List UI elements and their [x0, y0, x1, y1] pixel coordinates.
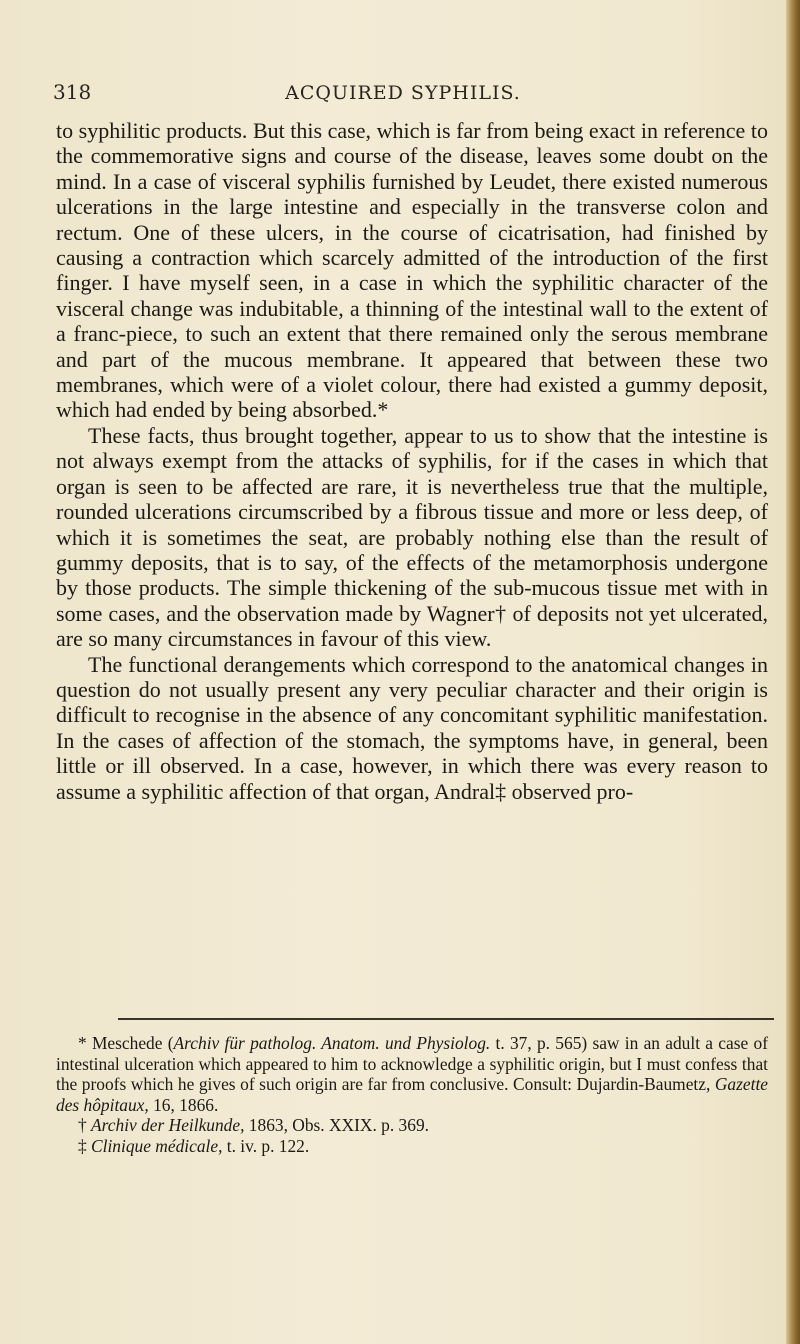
- footnote-1-text: t. 37, p. 565) saw in an adult a case of intestinal ulceration which appeared to him to acknowledge a syphilitic origin, but I must confess that the proofs which he gives of such origin are far from conclusive. Consult: Dujardin-Baumetz,: [56, 1033, 768, 1094]
- page-number: 318: [53, 80, 92, 104]
- footnote-3-title: Clinique médicale,: [91, 1135, 223, 1156]
- page-header: [53, 80, 753, 110]
- footnote-1: [56, 1033, 768, 1115]
- paragraph-1: to syphilitic products. But this case, which is far from being exact in reference to the commemorative signs and course of the disease, leaves some doubt on the mind. In a case of visceral syphilis furnished by Leudet, there existed numerous ulcerations in the large intestine and especially in the transverse colon and rectum. One of these ulcers, in the course of cicatrisation, had finished by causing a contraction which scarcely admitted of the introduction of the first finger. I have myself seen, in a case in which the syphilitic character of the visceral change was indubitable, a thinning of the intestinal wall to the extent of a franc-piece, to such an extent that there remained only the serous membrane and part of the mucous membrane. It appeared that between these two membranes, which were of a violet colour, there had existed a gummy deposit, which had ended by being absorbed.*: [56, 118, 768, 423]
- footnote-1-end: 16, 1866.: [148, 1094, 219, 1115]
- body-text: [56, 118, 768, 804]
- footnotes: [56, 1033, 768, 1156]
- footnote-2: [56, 1115, 768, 1136]
- footnote-2-mark: †: [78, 1115, 92, 1135]
- running-head: ACQUIRED SYPHILIS.: [285, 82, 521, 104]
- paragraph-2: These facts, thus brought together, appear to us to show that the intestine is not always exempt from the attacks of syphilis, for if the cases in which that organ is seen to be affected are rare, it is nevertheless true that the multiple, rounded ulcerations circumscribed by a fibrous tissue and more or less deep, of which it is sometimes the seat, are probably nothing else than the result of gummy deposits, that is to say, of the effects of the metamorphosis undergone by those products. The simple thickening of the sub-mucous tissue met with in some cases, and the observation made by Wagner† of deposits not yet ulcerated, are so many circumstances in favour of this view.: [56, 422, 768, 652]
- paragraph-3: The functional derangements which correspond to the anatomical changes in question do not usually present any very peculiar character and their origin is difficult to recognise in the absence of any concomitant syphilitic manifestation. In the cases of affection of the stomach, the symptoms have, in general, been little or ill observed. In a case, however, in which there was every reason to assume a syphilitic affection of that organ, Andral‡ observed pro-: [56, 651, 768, 804]
- footnote-1-mark: * Meschede (: [78, 1033, 174, 1053]
- footnote-3-text: t. iv. p. 122.: [222, 1135, 310, 1156]
- page-edge: [786, 0, 800, 1344]
- footnote-2-text: 1863, Obs. XXIX. p. 369.: [244, 1115, 429, 1135]
- footnote-2-title: Archiv der Heilkunde,: [91, 1115, 245, 1135]
- footnote-3-mark: ‡: [78, 1135, 92, 1156]
- footnote-1-title: Archiv für patholog. Anatom. und Physiolog.: [173, 1033, 491, 1053]
- footnote-1-journal: Gazette des hôpitaux,: [56, 1074, 768, 1115]
- footnote-divider: [118, 1018, 774, 1020]
- footnote-3: [56, 1136, 768, 1157]
